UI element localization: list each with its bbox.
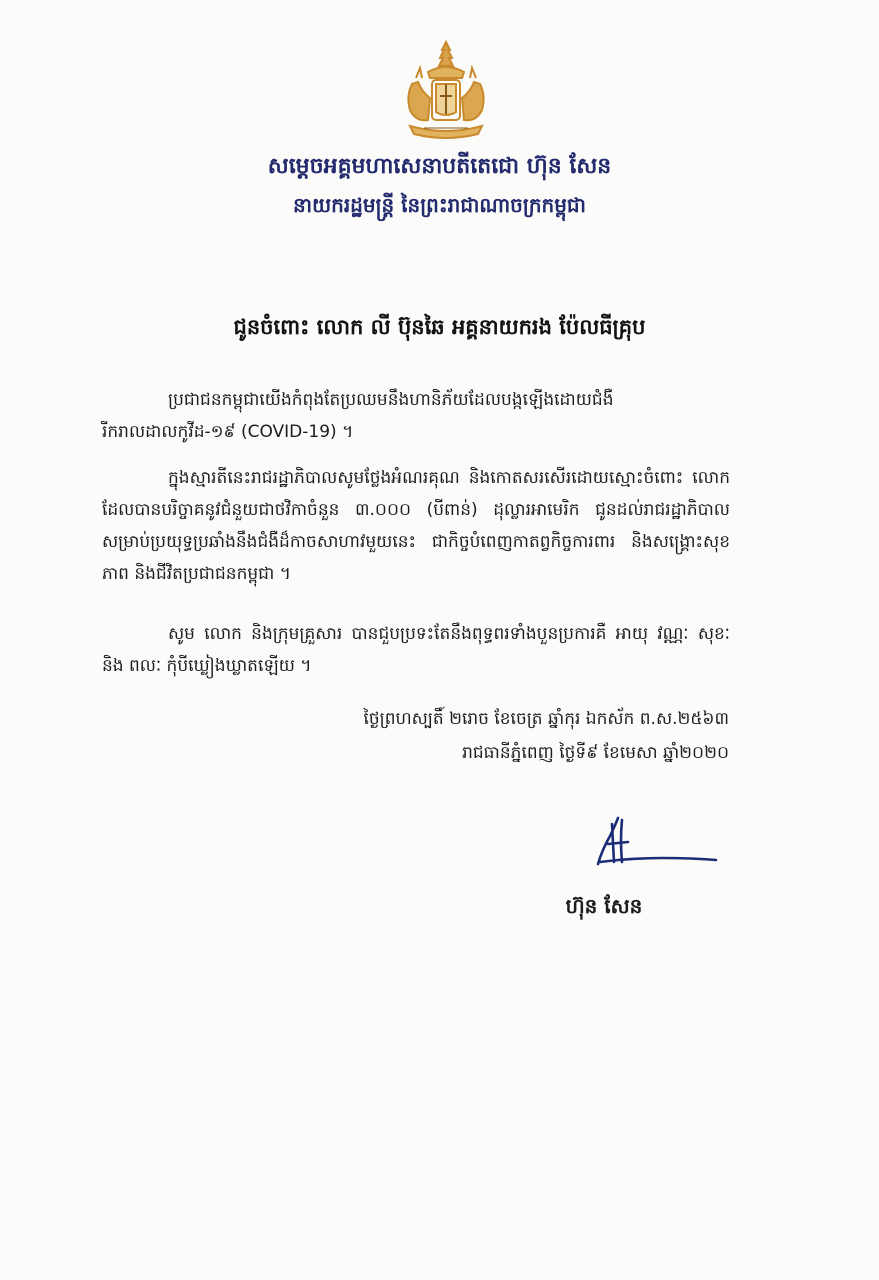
solar-date: រាជធានីភ្នំពេញ ថ្ងៃទី៩ ខែមេសា ឆ្នាំ២០២០	[462, 743, 729, 763]
sender-title: នាយករដ្ឋមន្ត្រី នៃព្រះរាជាណាចក្រកម្ពុជា	[293, 193, 586, 217]
body-paragraph-3: សូម លោក និងក្រុមគ្រួសារ បានជួបប្រទះតែនឹងពុទ្ធពរទាំងបួនប្រការគឺ អាយុ វណ្ណៈ សុខៈ និង ពលៈ កុំបីឃ្លៀងឃ្លាតឡើយ ។	[102, 624, 730, 676]
signer-name: ហ៊ុន សែន	[565, 894, 643, 918]
royal-coat-of-arms-icon	[398, 38, 494, 146]
lunar-date: ថ្ងៃព្រហស្បតិ៍ ២រោច ខែចេត្រ ឆ្នាំកុរ ឯកស័ក ព.ស.២៥៦៣	[363, 709, 729, 729]
body-paragraph-2: ក្នុងស្មារតីនេះរាជរដ្ឋាភិបាលសូមថ្លែងអំណរគុណ និងកោតសរសើរដោយស្មោះចំពោះ លោក ដែលបានបរិច្ចាគនូវជំនួយជាថវិកាចំនួន ៣.០០០ (បីពាន់) ដុល្លារអាមេរិក ជូនដល់រាជរដ្ឋាភិបាល សម្រាប់ប្រយុទ្ធប្រឆាំងនឹងជំងឺដ៏កាចសាហាវមួយនេះ ជាកិច្ចបំពេញកាតព្វកិច្ចការពារ និងសង្គ្រោះសុខភាព និងជីវិតប្រជាជនកម្ពុជា ។	[102, 468, 730, 584]
recipient-line: ជូនចំពោះ លោក លី ប៊ុនឆៃ អគ្គនាយករង ប៉ែលធីគ្រុប	[233, 314, 646, 339]
sender-name: សម្តេចអគ្គមហាសេនាបតីតេជោ ហ៊ុន សែន	[267, 153, 612, 179]
body-paragraph-1: ប្រជាជនកម្ពុជាយើងកំពុងតែប្រឈមនឹងហានិភ័យដែលបង្កឡើងដោយជំងឺរីករាលដាលកូវីដ-១៩ (COVID-19) ។	[102, 390, 614, 442]
handwritten-signature-icon	[592, 812, 722, 872]
